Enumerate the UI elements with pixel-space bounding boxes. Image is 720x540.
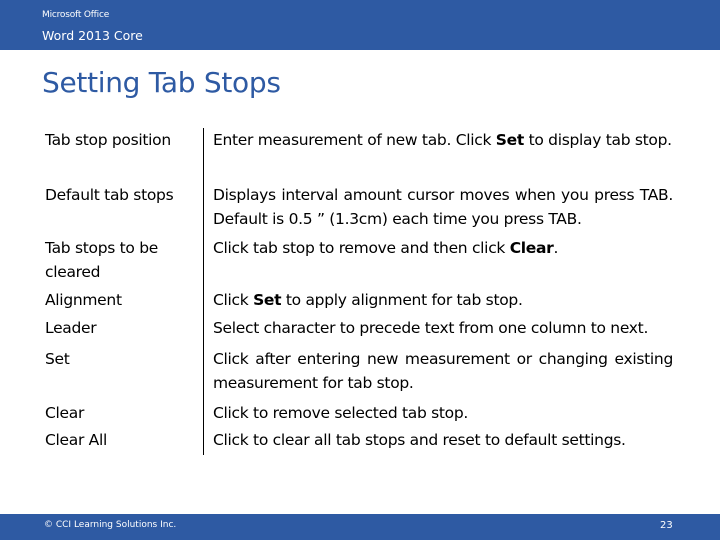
term-clear: Clear <box>45 404 85 422</box>
def-text: to apply alignment for tab stop. <box>281 291 523 309</box>
page-number: 23 <box>660 520 673 531</box>
def-text: Click tab stop to remove and then click <box>213 239 510 257</box>
def-bold-text: Clear <box>509 239 554 257</box>
def-tab-stop-position <box>213 128 673 152</box>
term-alignment: Alignment <box>45 291 122 309</box>
slide-title: Setting Tab Stops <box>42 66 281 99</box>
def-text: Select character to precede text from one column to next. <box>213 319 649 337</box>
def-bold-text: Set <box>253 291 282 309</box>
term-clear-all: Clear All <box>45 431 107 449</box>
brand-label: Microsoft Office <box>42 10 110 20</box>
def-bold-text: Set <box>495 131 524 149</box>
term-tab-stop-position: Tab stop position <box>45 131 171 149</box>
def-text: Click <box>213 291 254 309</box>
def-set <box>213 347 673 395</box>
def-clear-all <box>213 428 673 452</box>
def-tab-stops-to-be-cleared <box>213 236 673 260</box>
def-text: . <box>553 239 559 257</box>
def-text: Enter measurement of new tab. Click <box>213 131 496 149</box>
term-leader: Leader <box>45 319 97 337</box>
def-text: Click to clear all tab stops and reset to default settings. <box>213 431 626 449</box>
def-clear <box>213 401 673 425</box>
term-default-tab-stops: Default tab stops <box>45 186 174 204</box>
term-set: Set <box>45 350 70 368</box>
def-text: to display tab stop. <box>523 131 672 149</box>
def-text: Click to remove selected tab stop. <box>213 404 469 422</box>
copyright-text: © CCI Learning Solutions Inc. <box>44 520 177 530</box>
course-title: Word 2013 Core <box>42 28 143 43</box>
def-text: Click after entering new measurement or changing existing measurement for tab stop. <box>213 350 673 392</box>
def-leader <box>213 316 673 340</box>
term-tab-stops-to-be-cleared: Tab stops to be cleared <box>45 239 159 281</box>
def-alignment <box>213 288 673 312</box>
def-default-tab-stops <box>213 183 673 231</box>
column-divider <box>203 128 204 455</box>
def-text: Displays interval amount cursor moves when you press TAB. Default is 0.5 ” (1.3cm) each time you press TAB. <box>213 186 673 228</box>
